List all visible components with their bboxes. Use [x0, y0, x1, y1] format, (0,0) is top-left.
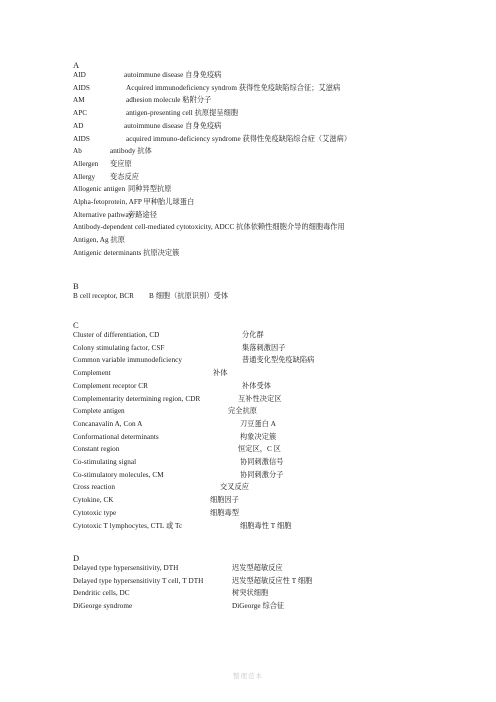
glossary-entry: [73, 496, 239, 505]
entry-term: Cross reaction: [73, 483, 116, 492]
glossary-entry: [73, 394, 282, 404]
watermark: 整理范本: [233, 672, 263, 680]
entry-term: Cluster of differentiation, CD: [73, 331, 160, 339]
entry-translation: adhesion molecule 粘附分子: [126, 96, 212, 105]
entry-term: Complementarity determining region, CDR: [73, 394, 201, 403]
glossary-entry: [73, 483, 249, 492]
glossary-entry: [73, 432, 277, 442]
entry-term: Conformational determinants: [73, 432, 159, 441]
entry-term: Antigen, Ag 抗原: [73, 236, 126, 245]
entry-term: AIDS: [73, 83, 90, 92]
entry-translation: antigen-presenting cell 抗原提呈细胞: [126, 109, 239, 118]
entry-term: AD: [73, 121, 84, 130]
glossary-entry: [73, 185, 172, 194]
entry-translation: 分化群: [242, 331, 264, 339]
entry-translation: 协同刺激分子: [240, 470, 284, 479]
entry-term: Concanavalin A, Con A: [73, 419, 143, 428]
glossary-entry: [73, 83, 341, 93]
entry-term: APC: [73, 109, 88, 118]
glossary-entry: [73, 356, 315, 365]
entry-term: Allergy: [73, 172, 96, 181]
entry-term: Cytokine, CK: [73, 496, 114, 505]
glossary-entry: [73, 508, 239, 518]
entry-translation: 普通变化型免疫缺陷病: [242, 356, 315, 365]
entry-translation: antibody 抗体: [110, 147, 152, 156]
entry-term: Dendritic cells, DC: [73, 589, 130, 598]
glossary-entry: [73, 381, 271, 391]
section-letter: C: [73, 320, 79, 330]
entry-translation: 补体: [213, 369, 228, 378]
entry-translation: 交叉反应: [220, 483, 249, 492]
entry-translation: 迟发型超敏反应: [232, 564, 283, 572]
glossary-entry: [73, 172, 139, 182]
entry-term: Colony stimulating factor, CSF: [73, 343, 165, 352]
entry-term: Delayed type hypersensitivity, DTH: [73, 564, 179, 572]
glossary-entry: [73, 134, 352, 144]
glossary-entry: [73, 96, 212, 105]
entry-term: Complete antigen: [73, 407, 125, 416]
glossary-entry: [73, 71, 222, 80]
entry-term: Complement receptor CR: [73, 381, 148, 390]
entry-term: Allergen: [73, 159, 99, 168]
glossary-entry: [73, 343, 286, 353]
entry-term: Ab: [73, 147, 82, 156]
entry-term: Antibody-dependent cell-mediated cytotoxicity, ADCC 抗体依赖性细胞介导的细胞毒作用: [73, 223, 345, 232]
entry-translation: 细胞因子: [210, 496, 239, 505]
glossary-entry: [73, 109, 239, 118]
glossary-entry: [73, 210, 157, 220]
glossary-entry: [73, 419, 277, 429]
entry-term: Allogenic antigen: [73, 185, 126, 194]
entry-translation: B 细胞（抗原识别）受体: [149, 292, 229, 300]
entry-term: AM: [73, 96, 85, 105]
glossary-entry: [73, 331, 264, 340]
entry-term: Co-stimulatory molecules, CM: [73, 470, 164, 479]
entry-translation: 集落刺激因子: [242, 343, 286, 352]
entry-term: B cell receptor, BCR: [73, 292, 134, 300]
section-letter: D: [73, 553, 80, 563]
glossary-entry: [73, 602, 285, 611]
entry-translation: 变态反应: [110, 172, 139, 181]
glossary-entry: [73, 159, 132, 169]
glossary-entry: [73, 292, 229, 301]
glossary-entry: [73, 470, 284, 480]
glossary-entry: [73, 121, 222, 131]
entry-translation: 细胞毒性 T 细胞: [240, 521, 292, 530]
entry-translation: acquired immuno-deficiency syndrome 获得性免疫缺陷综合症（艾滋病）: [126, 134, 352, 143]
glossary-entry: [73, 407, 257, 416]
glossary-entry: [73, 458, 284, 467]
entry-term: Common variable immunodeficiency: [73, 356, 182, 365]
glossary-entry: [73, 589, 269, 598]
entry-translation: DiGeorge 综合征: [232, 602, 285, 611]
entry-term: Constant region: [73, 445, 120, 454]
entry-translation: 细胞毒型: [210, 508, 239, 517]
glossary-entry: [73, 198, 194, 207]
entry-translation: 完全抗原: [228, 407, 257, 416]
entry-translation: 刀豆蛋白 A: [240, 419, 277, 428]
entry-term: Delayed type hypersensitivity T cell, T DTH: [73, 576, 204, 585]
glossary-entry: [73, 236, 125, 245]
entry-term: Alpha-fetoprotein, AFP 甲种胎儿球蛋白: [73, 198, 195, 206]
entry-term: Antigenic determinants 抗原决定簇: [73, 248, 180, 257]
entry-term: Complement: [73, 369, 111, 378]
entry-translation: 旁路途径: [128, 210, 157, 219]
entry-translation: 变应原: [110, 159, 132, 168]
entry-translation: 同种异型抗原: [128, 185, 172, 194]
entry-translation: Acquired immunodeficiency syndrom 获得性免疫缺陷综合征；艾滋病: [126, 83, 341, 92]
glossary-entry: [73, 445, 281, 454]
entry-term: Alternative pathway: [73, 210, 133, 219]
entry-term: AIDS: [73, 134, 90, 143]
entry-translation: 补体受体: [242, 381, 271, 390]
entry-translation: 协同刺激信号: [240, 458, 284, 466]
glossary-entry: [73, 147, 152, 156]
glossary-entry: [73, 576, 313, 586]
section-letter: B: [73, 281, 79, 291]
glossary-entry: [73, 249, 179, 258]
glossary-entry: [73, 564, 283, 573]
entry-term: Co-stimulating signal: [73, 458, 137, 466]
entry-term: DiGeorge syndrome: [73, 602, 133, 611]
glossary-entry: [73, 223, 345, 232]
entry-translation: autoimmune disease 自身免疫病: [124, 121, 222, 130]
entry-translation: 互补性决定区: [238, 394, 282, 403]
glossary-entry: [73, 521, 292, 531]
glossary-entry: [73, 369, 228, 378]
entry-translation: 构象决定簇: [240, 432, 277, 441]
entry-translation: autoimmune disease 自身免疫病: [124, 71, 222, 79]
entry-term: Cytotoxic type: [73, 508, 117, 517]
section-letter: A: [73, 60, 80, 70]
entry-translation: 树突状细胞: [232, 589, 269, 598]
entry-term: AID: [73, 71, 86, 79]
entry-translation: 恒定区，C 区: [238, 445, 281, 454]
entry-translation: 迟发型超敏反应性 T 细胞: [232, 576, 313, 585]
entry-term: Cytotoxic T lymphocytes, CTL 或 Tc: [73, 521, 183, 530]
